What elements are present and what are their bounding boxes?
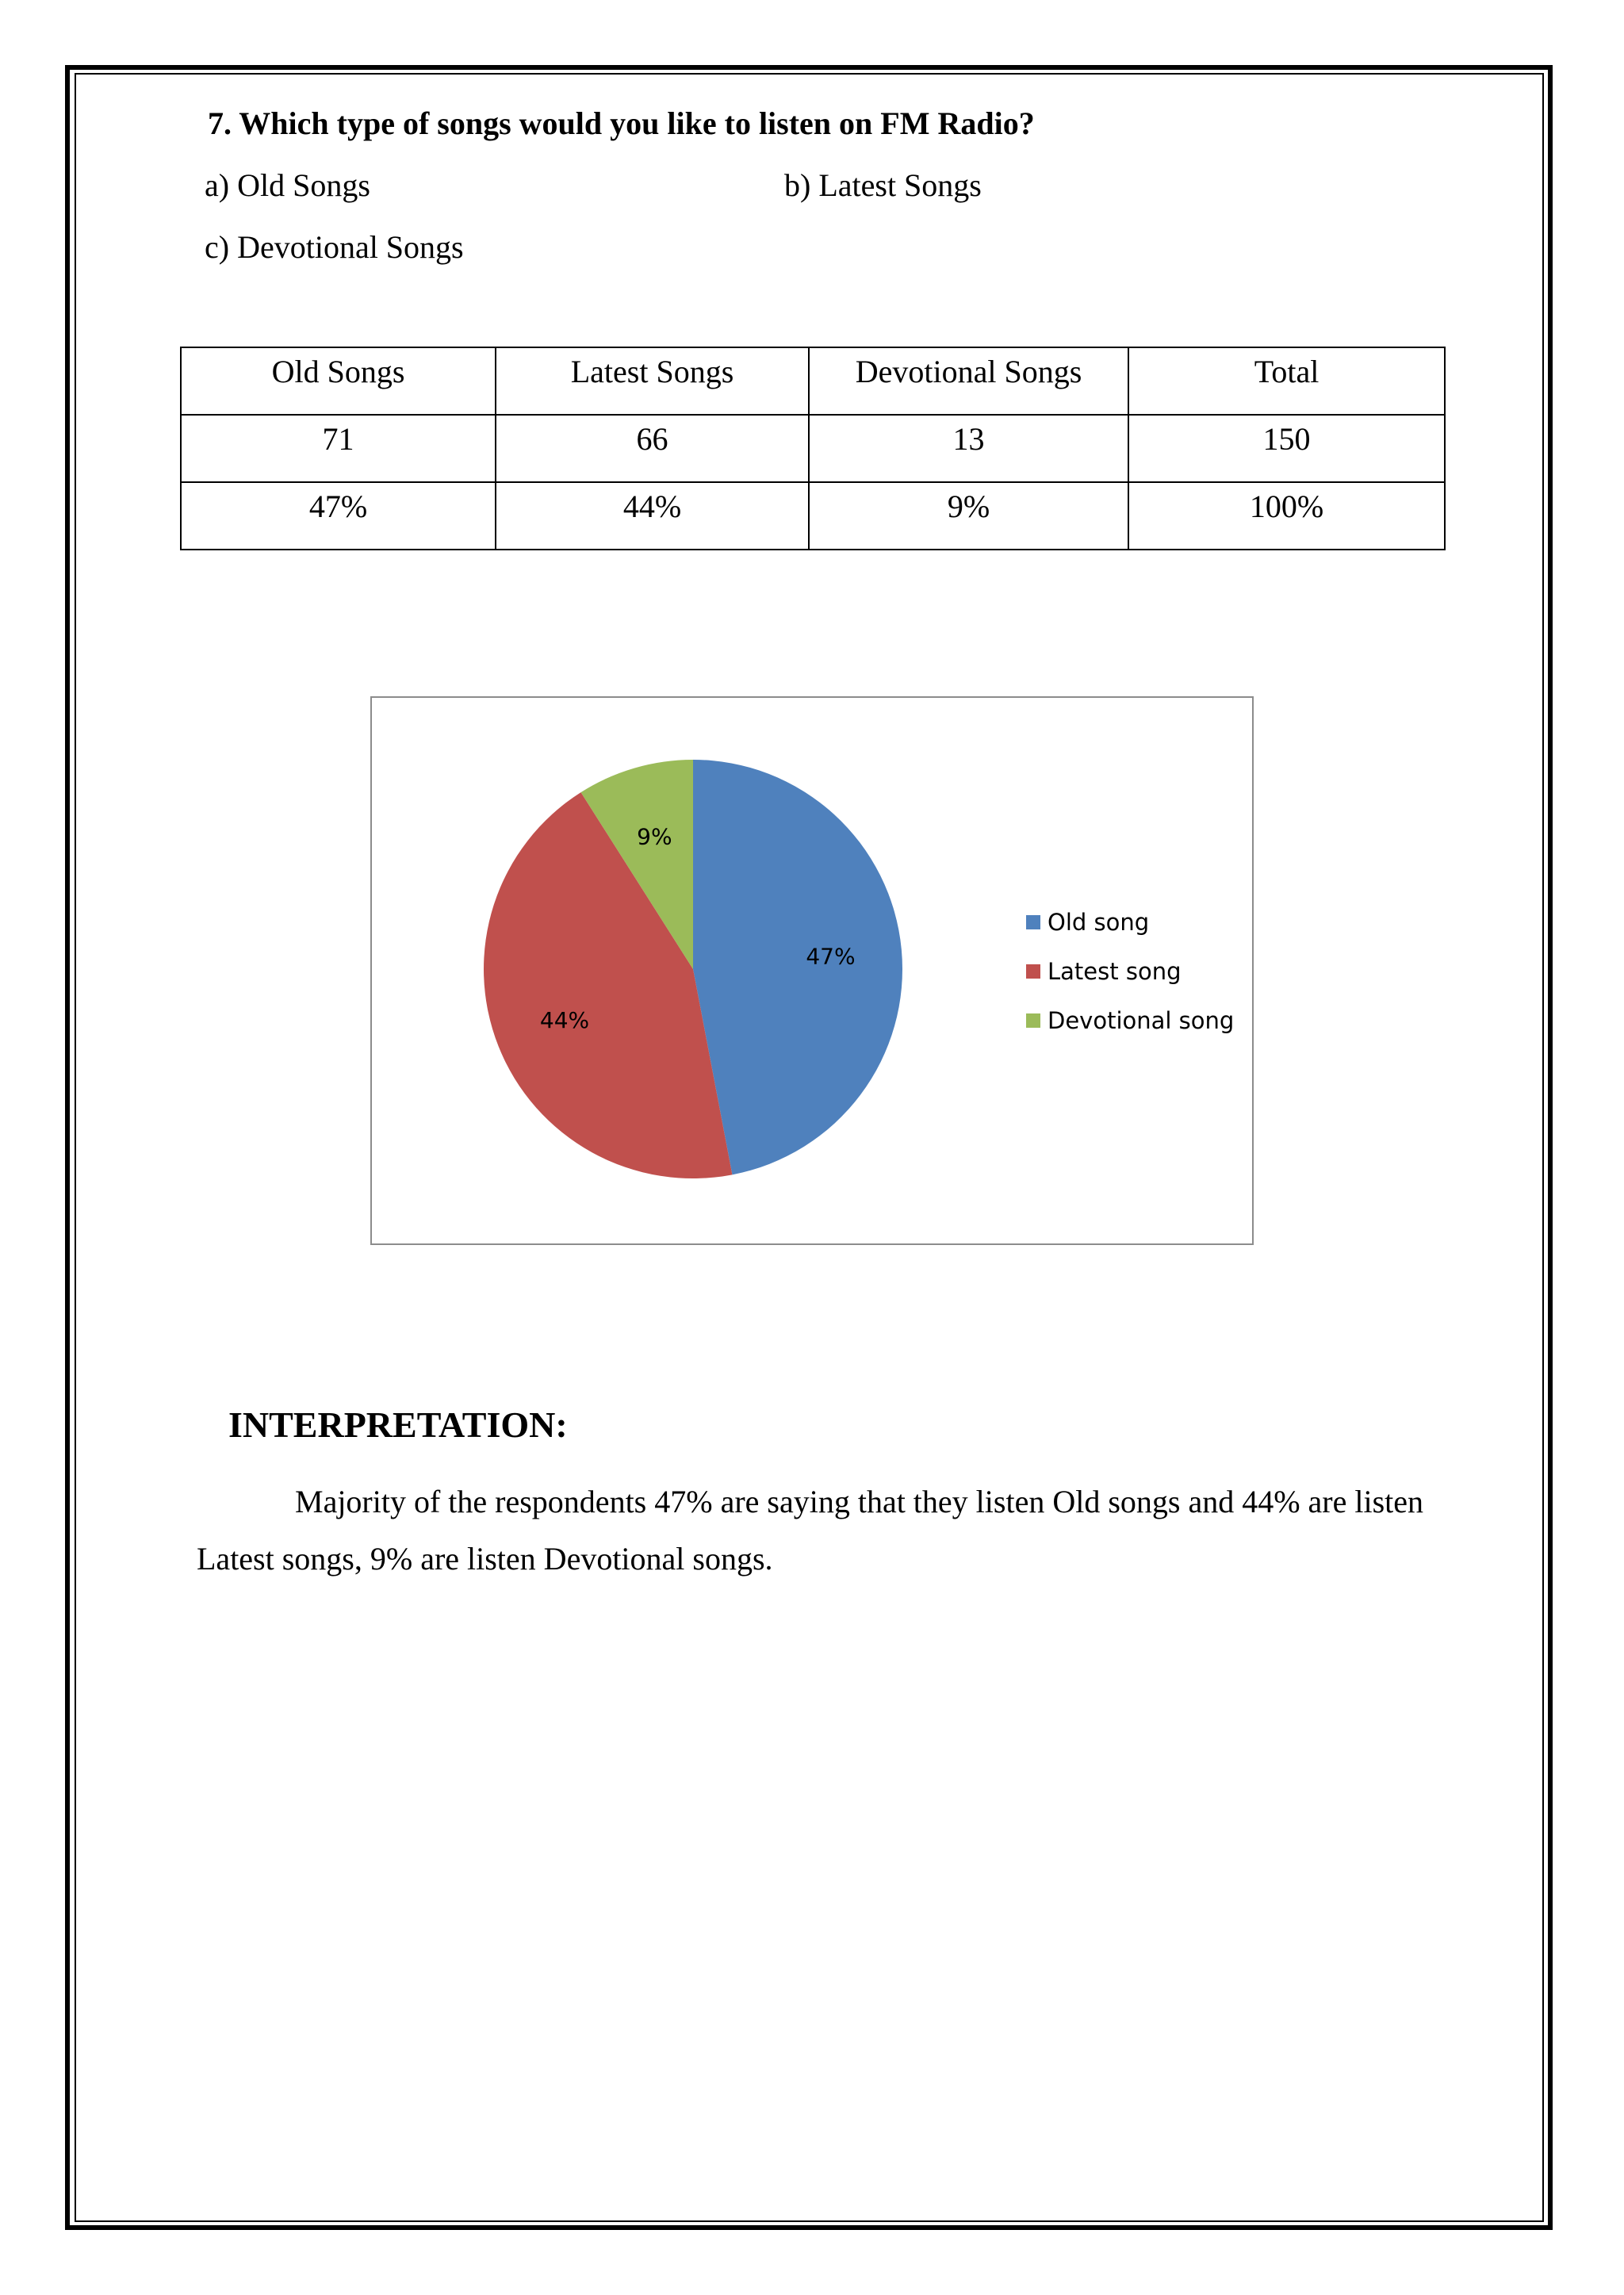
pie-chart-svg	[372, 698, 1252, 1243]
option-b: b) Latest Songs	[784, 167, 982, 203]
table-cell: 44%	[496, 482, 809, 550]
legend-swatch	[1026, 964, 1040, 979]
interpretation-heading: INTERPRETATION:	[228, 1404, 568, 1445]
pie-data-label: 44%	[539, 1007, 590, 1034]
table-cell: 47%	[181, 482, 496, 550]
pie-data-label: 47%	[806, 943, 856, 970]
table-cell: 100%	[1128, 482, 1445, 550]
legend-swatch	[1026, 915, 1040, 929]
table-cell: 150	[1128, 415, 1445, 482]
legend-label: Old song	[1048, 909, 1150, 936]
pie-data-label: 9%	[637, 823, 672, 850]
interpretation-text: Majority of the respondents 47% are saying that they listen Old songs and 44% are listen Latest songs, 9% are listen Devotional songs.	[197, 1484, 1424, 1577]
table-cell: 13	[809, 415, 1128, 482]
option-a: a) Old Songs	[205, 167, 370, 203]
chart-legend	[1026, 909, 1234, 1034]
table-row-counts	[181, 415, 1445, 482]
table-cell: 71	[181, 415, 496, 482]
legend-swatch	[1026, 1013, 1040, 1028]
pie-slice-old-song	[693, 760, 902, 1174]
table-header-cell: Total	[1128, 347, 1445, 415]
responses-table	[180, 347, 1446, 550]
table-header-cell: Devotional Songs	[809, 347, 1128, 415]
pie-chart	[370, 696, 1254, 1245]
table-cell: 9%	[809, 482, 1128, 550]
question-title: 7. Which type of songs would you like to listen on FM Radio?	[208, 105, 1035, 141]
table-row-percents	[181, 482, 1445, 550]
table-header-cell: Old Songs	[181, 347, 496, 415]
table-cell: 66	[496, 415, 809, 482]
legend-label: Latest song	[1048, 958, 1182, 985]
legend-label: Devotional song	[1048, 1007, 1235, 1034]
option-c: c) Devotional Songs	[205, 229, 464, 265]
table-header-cell: Latest Songs	[496, 347, 809, 415]
table-header-row	[181, 347, 1445, 415]
